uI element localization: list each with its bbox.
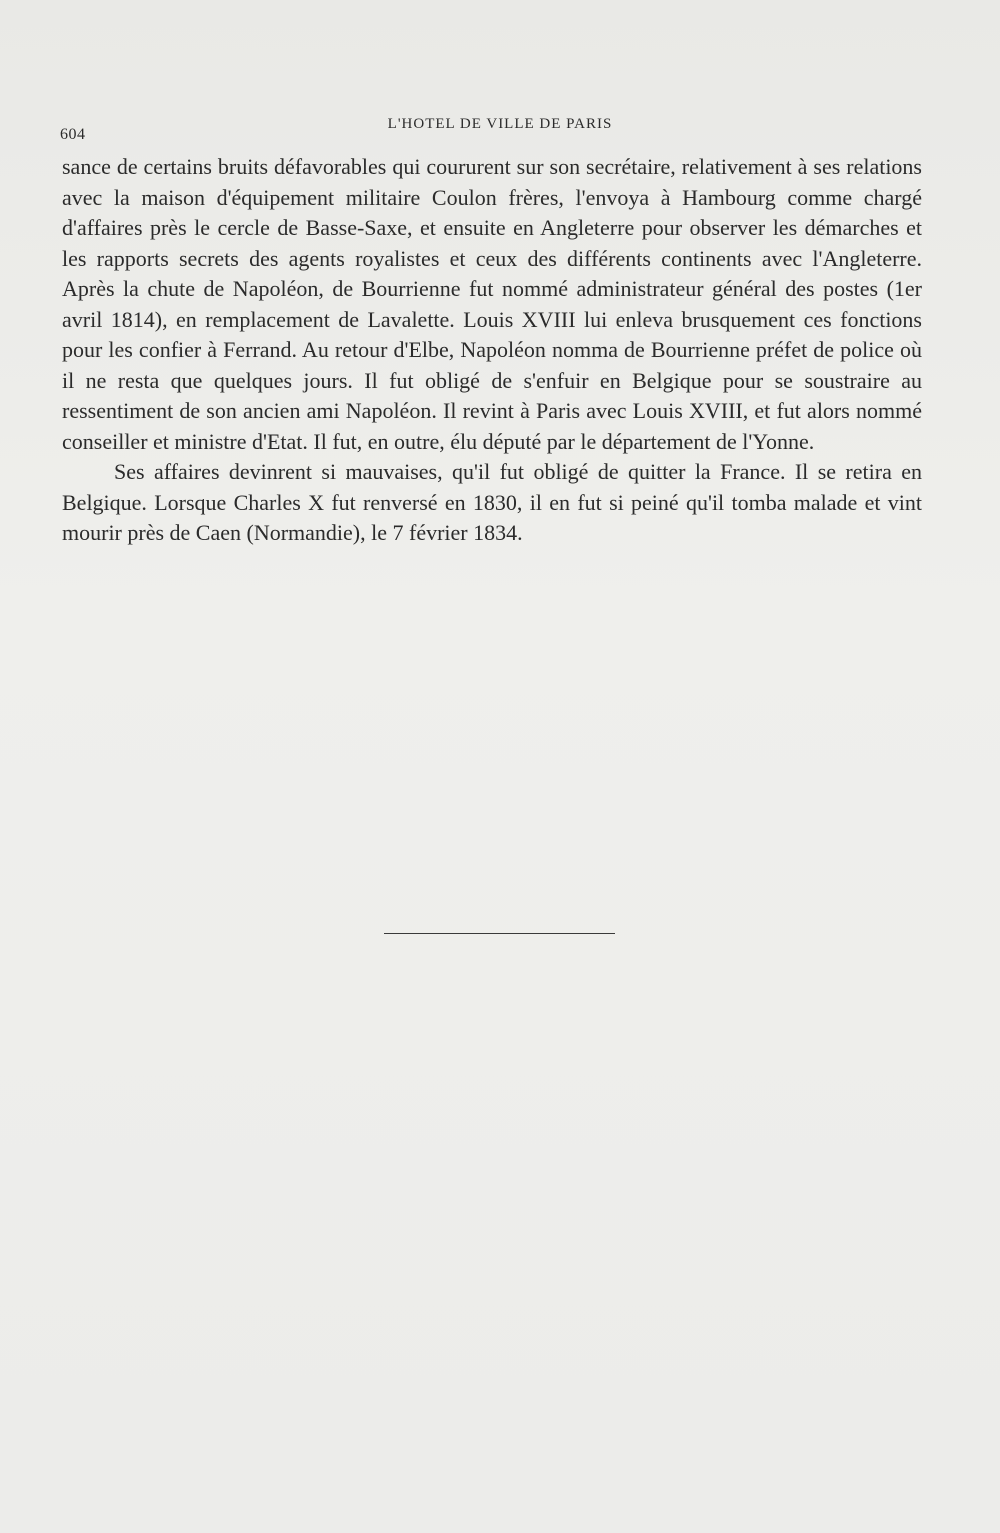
body-text bbox=[62, 152, 922, 549]
page-number: 604 bbox=[60, 126, 86, 143]
paragraph-1: sance de certains bruits défavorables qui coururent sur son secrétaire, relativement à ses relations avec la maison d'équipement militaire Coulon frères, l'envoya à Hambourg comme chargé d'affaires près le cercle de Basse-Saxe, et ensuite en Angleterre pour observer les démarches et les rapports secrets des agents royalistes et ceux des différents continents avec l'Angleterre. Après la chute de Napoléon, de Bourrienne fut nommé administrateur général des postes (1er avril 1814), en remplacement de Lavalette. Louis XVIII lui enleva brusquement ces fonctions pour les confier à Ferrand. Au retour d'Elbe, Napoléon nomma de Bourrienne préfet de police où il ne resta que quelques jours. Il fut obligé de s'enfuir en Belgique pour se soustraire au ressentiment de son ancien ami Napoléon. Il revint à Paris avec Louis XVIII, et fut alors nommé conseiller et ministre d'Etat. Il fut, en outre, élu député par le département de l'Yonne. bbox=[62, 154, 922, 454]
running-title: L'HOTEL DE VILLE DE PARIS bbox=[387, 116, 613, 132]
paragraph-2: Ses affaires devinrent si mauvaises, qu'il fut obligé de quitter la France. Il se retira en Belgique. Lorsque Charles X fut renversé en 1830, il en fut si peiné qu'il tomba malade et vint mourir près de Caen (Normandie), le 7 février 1834. bbox=[62, 459, 922, 545]
page-header bbox=[60, 116, 940, 146]
end-rule bbox=[384, 933, 615, 934]
